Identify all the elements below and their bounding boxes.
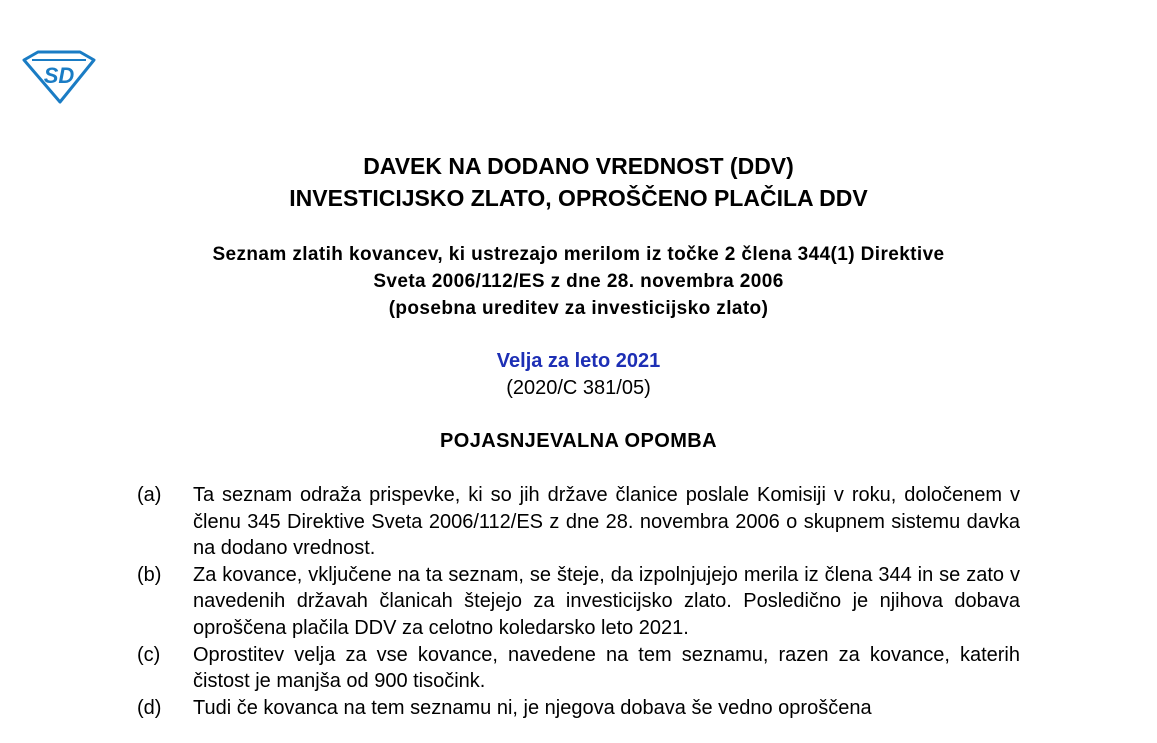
note-label: (b) [137,563,162,586]
note-text: Ta seznam odraža prispevke, ki so jih države članice poslale Komisiji v roku, določenem v členu 345 Direktive Sveta 2006/112/ES z dne 28. novembra 2006 o skupnem sistemu davka na dodano vrednost. [193,484,1020,560]
validity-year: Velja za leto 2021 [496,350,661,372]
document-title-line-1: DAVEK NA DODANO VREDNOST (DDV) [363,153,794,179]
note-item [0,562,1157,642]
svg-text:SD: SD [43,63,75,88]
document-title-line-2: INVESTICIJSKO ZLATO, OPROŠČENO PLAČILA DDV [289,185,868,211]
document-subtitle-line-2: Sveta 2006/112/ES z dne 28. novembra 2006 [373,271,784,292]
note-label: (c) [137,643,161,666]
document-subtitle-line-3: (posebna ureditev za investicijsko zlato) [388,298,769,319]
note-text: Tudi če kovanca na tem seznamu ni, je njegova dobava še vedno oproščena [193,696,872,719]
note-label: (a) [137,484,162,506]
section-heading: POJASNJEVALNA OPOMBA [440,430,717,452]
document-subtitle-line-1: Seznam zlatih kovancev, ki ustrezajo merilom iz točke 2 člena 344(1) Direktive [212,244,945,265]
note-item [0,642,1157,695]
note-text: Za kovance, vključene na ta seznam, se šteje, da izpolnjujejo merila iz člena 344 in se zato v navedenih državah članicah štejejo za investicijsko zlato. Posledično je njihova dobava oproščena plačila DDV za celotno koledarsko leto 2021. [193,563,1020,639]
note-item [0,482,1157,562]
explanatory-notes-list [0,482,1157,721]
note-text: Oprostitev velja za vse kovance, navedene na tem seznamu, razen za kovance, katerih čistost je manjša od 900 tisočink. [193,643,1020,693]
note-label: (d) [137,696,162,719]
publication-reference: (2020/C 381/05) [506,377,651,399]
note-item [0,695,1157,722]
logo [22,50,96,104]
